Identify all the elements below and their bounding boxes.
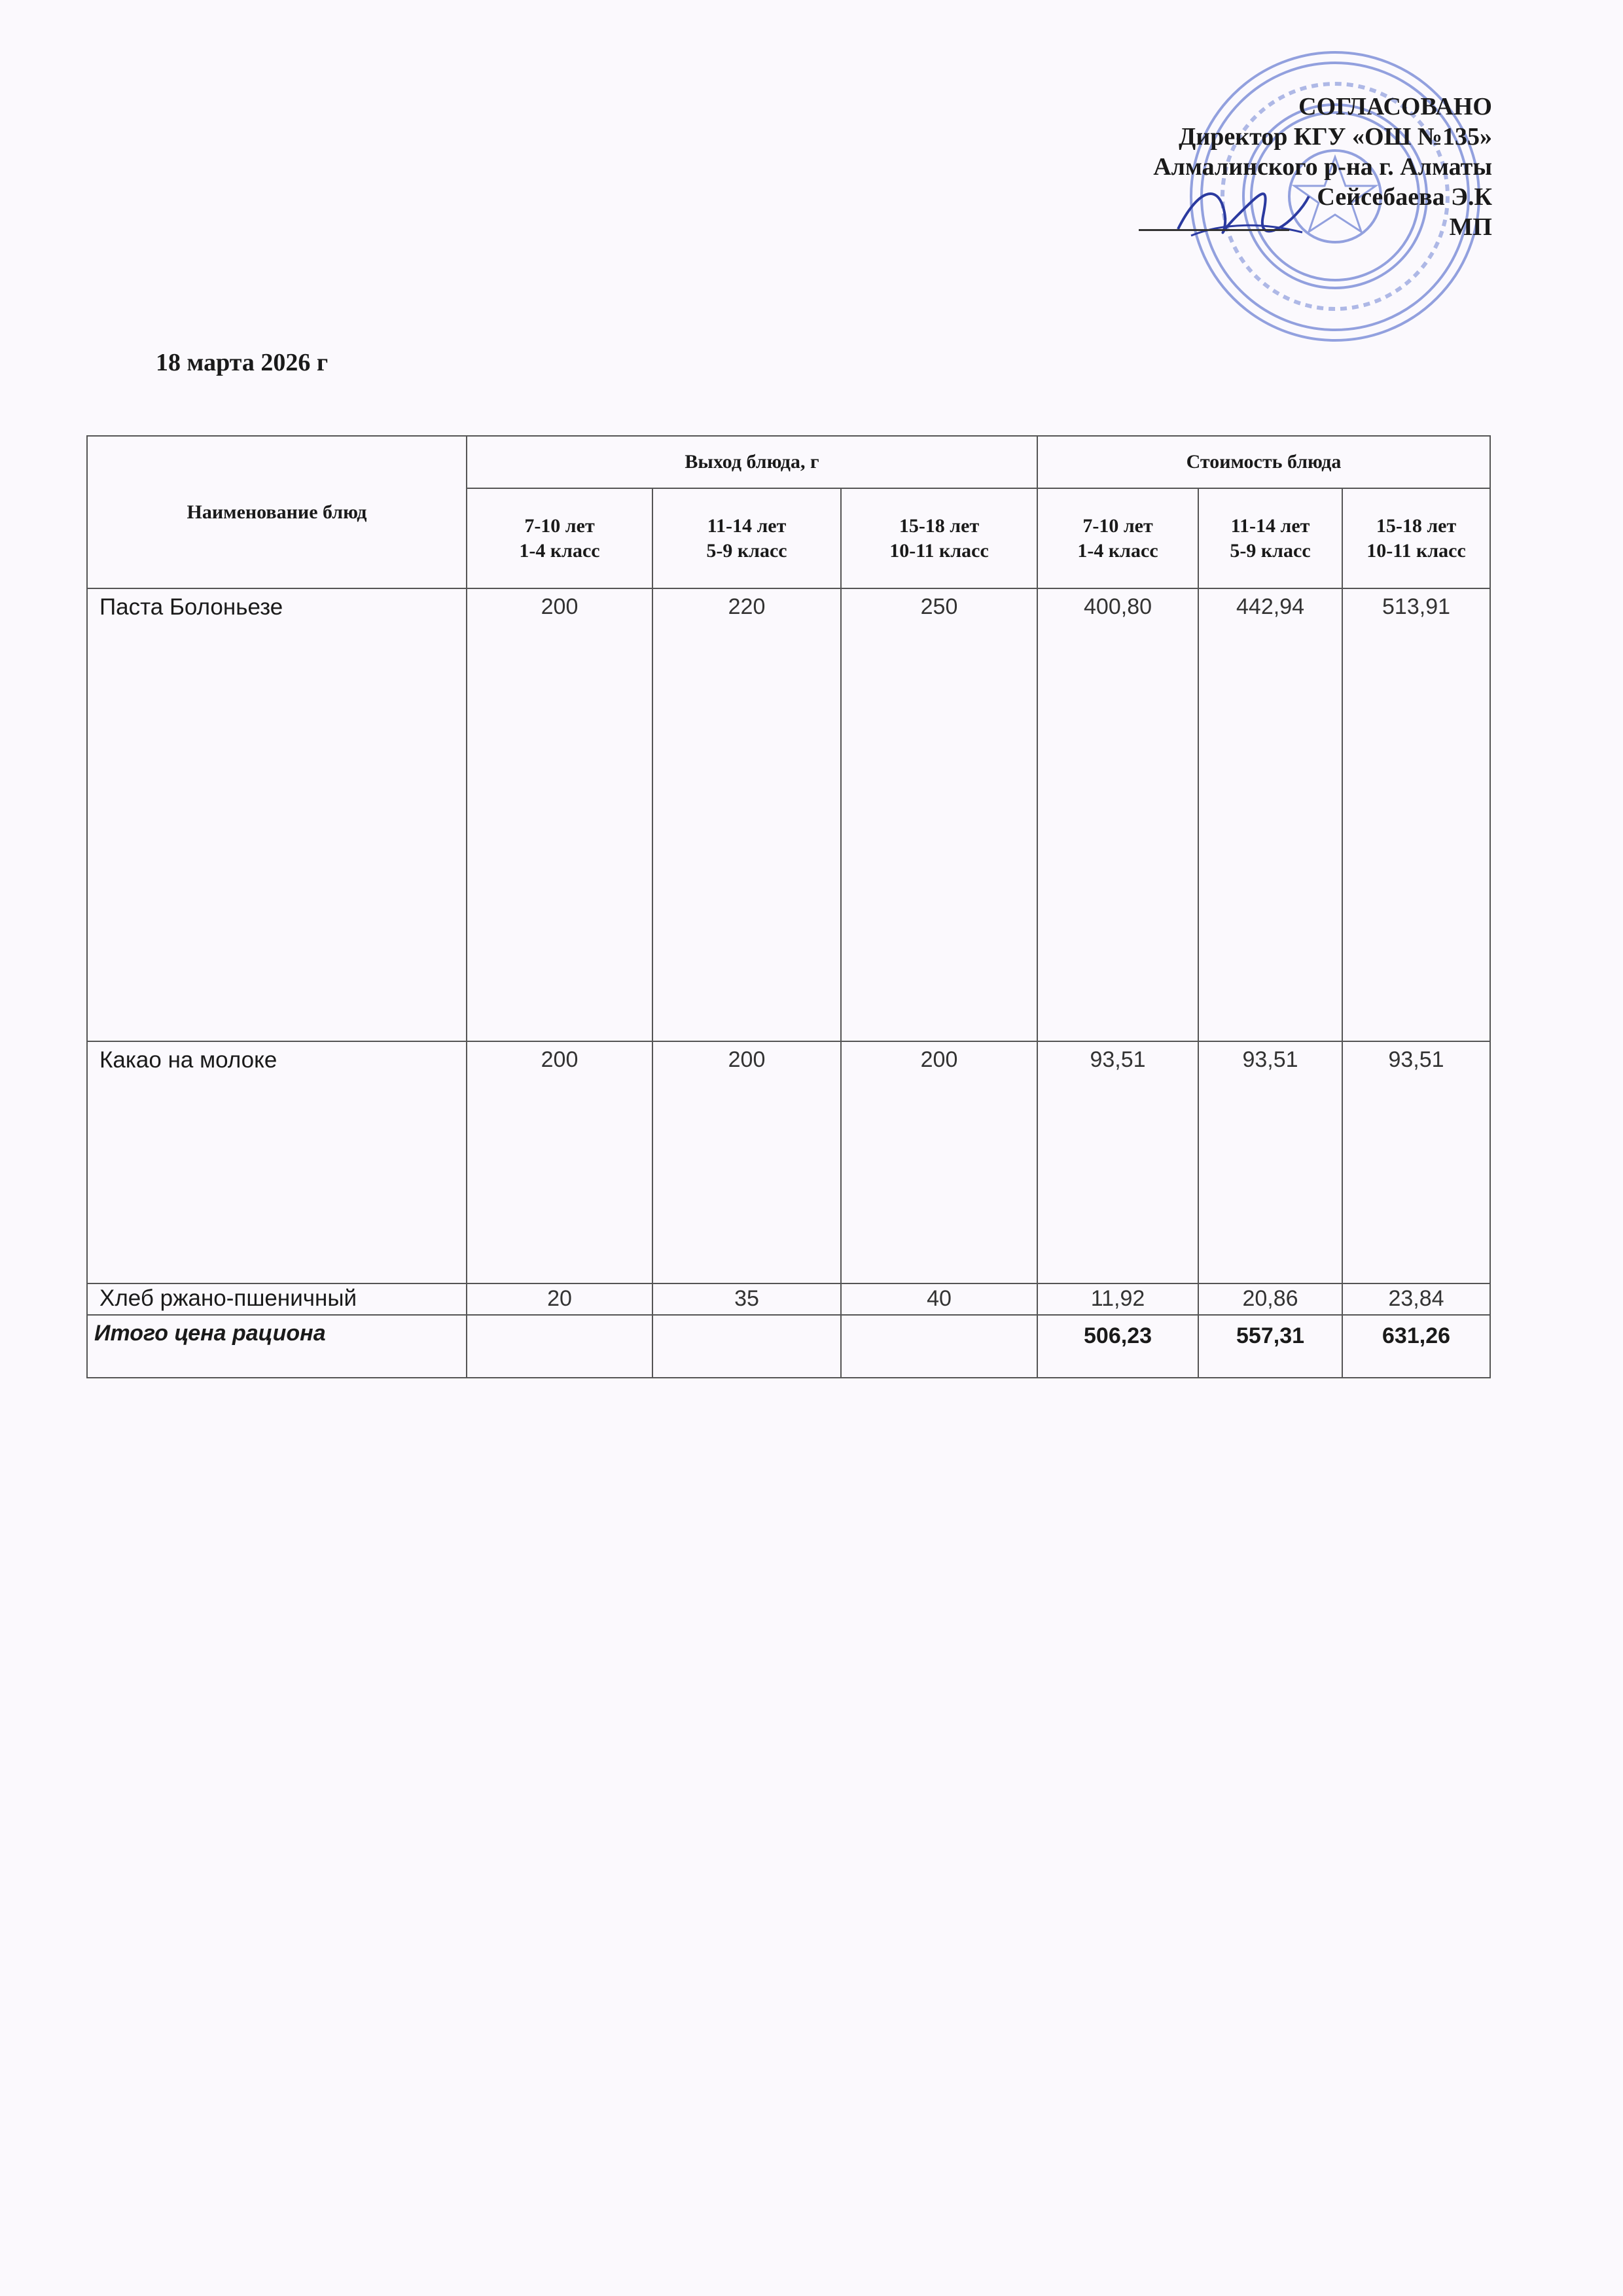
dish-value: 442,94: [1198, 588, 1342, 1041]
approval-seal-mark: МП: [1449, 213, 1492, 241]
header-age-col: 7-10 лет 1-4 класс: [1037, 488, 1198, 588]
total-value: [652, 1315, 841, 1378]
total-row: [87, 1315, 1490, 1378]
dish-value: 35: [652, 1283, 841, 1315]
header-age-col: 15-18 лет 10-11 класс: [1342, 488, 1490, 588]
table-row: [87, 588, 1490, 1041]
total-value: 631,26: [1342, 1315, 1490, 1378]
dish-value: 23,84: [1342, 1283, 1490, 1315]
dish-name: Хлеб ржано-пшеничный: [87, 1283, 467, 1315]
dish-value: 250: [841, 588, 1037, 1041]
header-dish-name: Наименование блюд: [87, 436, 467, 588]
dish-value: 200: [652, 1041, 841, 1283]
dish-value: 40: [841, 1283, 1037, 1315]
dish-value: 400,80: [1037, 588, 1198, 1041]
dish-value: 93,51: [1037, 1041, 1198, 1283]
dish-value: 220: [652, 588, 841, 1041]
approval-position: Директор КГУ «ОШ №135»: [1179, 123, 1492, 151]
dish-value: 93,51: [1198, 1041, 1342, 1283]
header-row-groups: [87, 436, 1490, 488]
total-value: [841, 1315, 1037, 1378]
document-date: 18 марта 2026 г: [156, 349, 329, 376]
header-age-col: 15-18 лет 10-11 класс: [841, 488, 1037, 588]
signature-line: [1139, 229, 1289, 231]
header-output-group: Выход блюда, г: [467, 436, 1037, 488]
total-value: [467, 1315, 652, 1378]
dish-value: 20: [467, 1283, 652, 1315]
dish-value: 200: [841, 1041, 1037, 1283]
total-value: 557,31: [1198, 1315, 1342, 1378]
approval-district: Алмалинского р-на г. Алматы: [1153, 153, 1492, 181]
dish-value: 200: [467, 588, 652, 1041]
dish-value: 11,92: [1037, 1283, 1198, 1315]
table-row: [87, 1283, 1490, 1315]
approval-heading: СОГЛАСОВАНО: [1298, 93, 1492, 120]
dish-value: 200: [467, 1041, 652, 1283]
total-value: 506,23: [1037, 1315, 1198, 1378]
header-age-col: 7-10 лет 1-4 класс: [467, 488, 652, 588]
table-row: [87, 1041, 1490, 1283]
approval-name: Сейсебаева Э.К: [1317, 183, 1492, 211]
dish-value: 20,86: [1198, 1283, 1342, 1315]
dish-name: Какао на молоке: [87, 1041, 467, 1283]
dish-name: Паста Болоньезе: [87, 588, 467, 1041]
header-age-col: 11-14 лет 5-9 класс: [1198, 488, 1342, 588]
menu-table: [86, 435, 1491, 1378]
approval-block: [903, 92, 1492, 242]
header-age-col: 11-14 лет 5-9 класс: [652, 488, 841, 588]
total-label: Итого цена рациона: [87, 1315, 467, 1378]
dish-value: 93,51: [1342, 1041, 1490, 1283]
dish-value: 513,91: [1342, 588, 1490, 1041]
header-cost-group: Стоимость блюда: [1037, 436, 1490, 488]
